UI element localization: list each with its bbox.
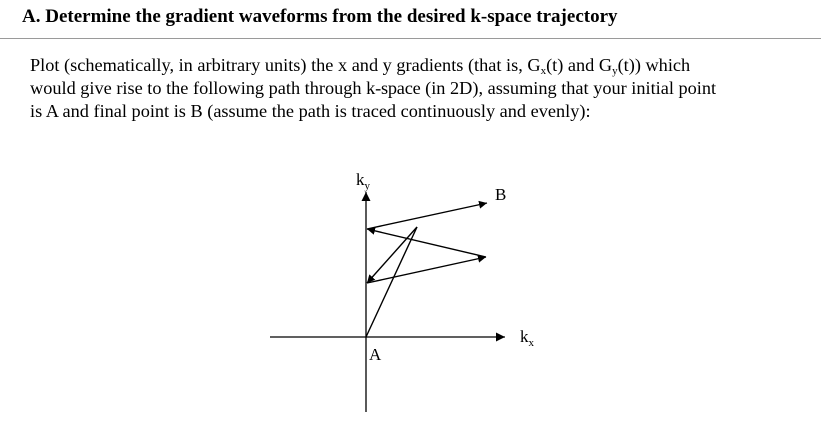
statement-text: (t) and G <box>546 55 613 75</box>
trajectory-segment-3 <box>367 257 486 283</box>
subscript-y: y <box>612 65 618 77</box>
section-heading: A. Determine the gradient waveforms from the desired k-space trajectory <box>22 6 618 27</box>
statement-text: (t)) which <box>617 55 691 75</box>
trajectory-segment-4 <box>367 229 486 257</box>
subscript-x: x <box>540 65 547 77</box>
point-a-label: A <box>369 345 382 364</box>
ky-axis-label: $k_y$ <box>356 170 370 192</box>
trajectory-segment-5 <box>367 203 487 229</box>
statement-text: would give rise to the following path through <box>30 78 367 98</box>
point-b-label: B <box>495 185 507 204</box>
k-space-term: k-space <box>366 78 421 98</box>
statement-text: Plot (schematically, in arbitrary units) the x and y gradients (that is, G <box>30 55 541 75</box>
statement-text: (in 2D), assuming that your initial point <box>420 78 717 98</box>
kx-axis-label: $k_x$ <box>520 327 534 349</box>
statement-line-3: is A and final point is B (assume the path is traced continuously and evenly): <box>30 101 591 121</box>
